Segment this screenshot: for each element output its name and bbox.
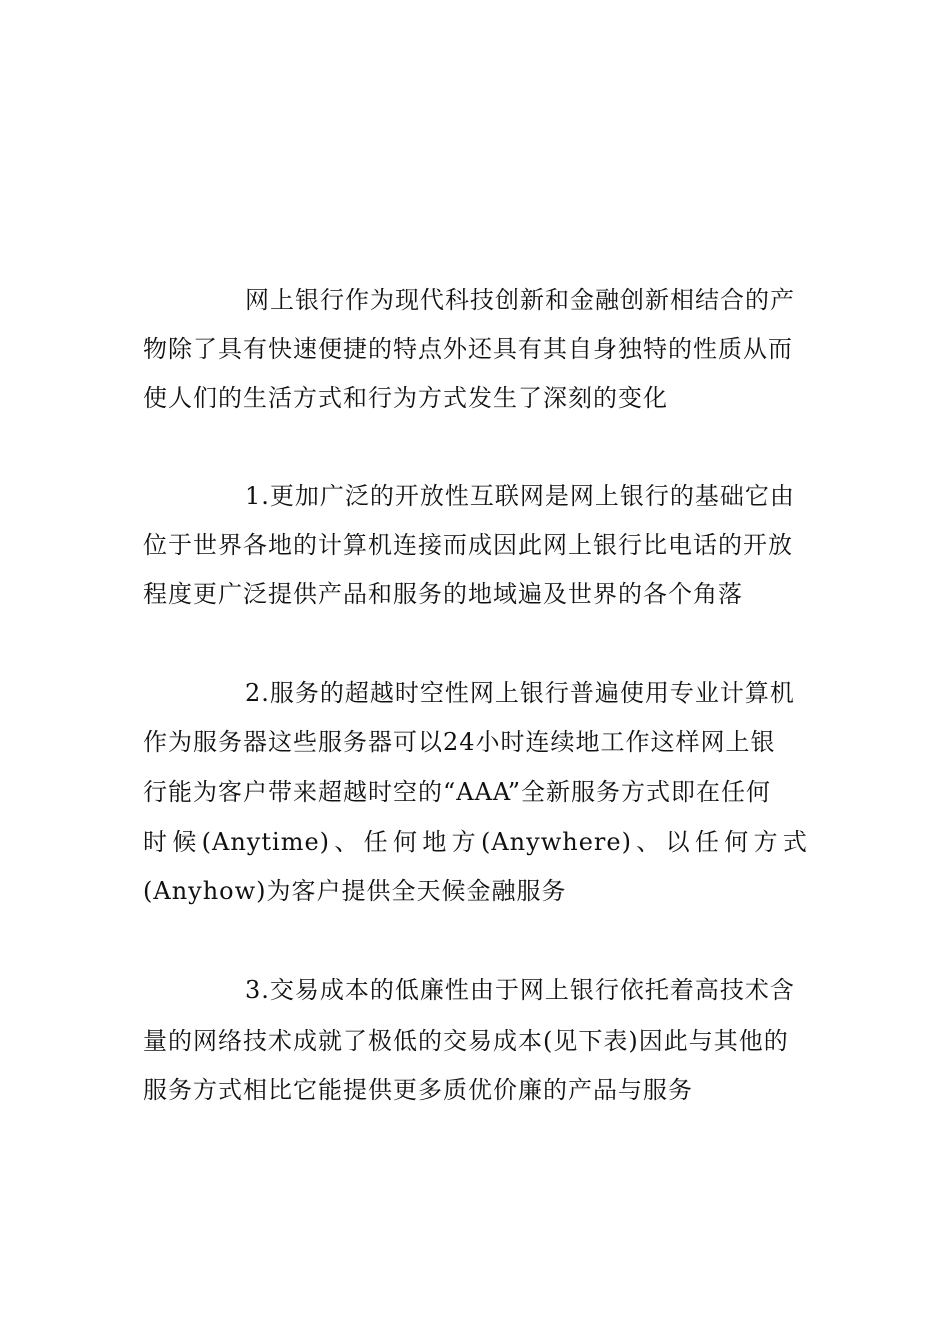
paragraph-3-line-4-token: (Anywhere) (480, 828, 632, 856)
paragraph-3-line-4-token: 任 (363, 828, 389, 856)
paragraph-1-line-3: 使人们的生活方式和行为方式发生了深刻的变化 (143, 384, 668, 412)
paragraph-4-line-1: 3.交易成本的低廉性由于网上银行依托着高技术含 (245, 976, 795, 1004)
paragraph-3-line-4-token: 、 (334, 828, 360, 856)
paragraph-3-line-2: 作为服务器这些服务器可以24小时连续地工作这样网上银 (143, 728, 776, 756)
paragraph-3-line-4-token: 地 (422, 828, 448, 856)
paragraph-1-line-1: 网上银行作为现代科技创新和金融创新相结合的产 (245, 286, 795, 314)
paragraph-3-line-4-token: 时 (143, 828, 168, 856)
paragraph-3-line-4-token: 候 (172, 828, 198, 856)
paragraph-2-line-1: 1.更加广泛的开放性互联网是网上银行的基础它由 (245, 482, 795, 510)
paragraph-3-line-3: 行能为客户带来超越时空的“AAA”全新服务方式即在任何 (143, 778, 772, 806)
paragraph-3-line-4-token: 任 (694, 828, 720, 856)
paragraph-2-line-2: 位于世界各地的计算机连接而成因此网上银行比电话的开放 (143, 531, 793, 559)
paragraph-3-line-4-token: 何 (724, 828, 750, 856)
paragraph-2-line-3: 程度更广泛提供产品和服务的地域遍及世界的各个角落 (143, 580, 743, 608)
paragraph-4-line-3: 服务方式相比它能提供更多质优价廉的产品与服务 (143, 1076, 693, 1104)
paragraph-4-line-2: 量的网络技术成就了极低的交易成本(见下表)因此与其他的 (143, 1027, 789, 1055)
paragraph-3-line-1: 2.服务的超越时空性网上银行普遍使用专业计算机 (245, 679, 795, 707)
paragraph-3-line-5: (Anyhow)为客户提供全天候金融服务 (143, 877, 567, 905)
paragraph-3-line-4 (143, 822, 808, 862)
paragraph-3-line-4-token: 何 (393, 828, 418, 856)
paragraph-1-line-2: 物除了具有快速便捷的特点外还具有其自身独特的性质从而 (143, 335, 793, 363)
paragraph-3-line-4-token: 、 (636, 828, 662, 856)
paragraph-3-line-4-token: 式 (782, 828, 808, 856)
paragraph-3-line-4-token: (Anytime) (201, 828, 331, 856)
paragraph-3-line-4-token: 方 (451, 828, 477, 856)
paragraph-3-line-4-token: 方 (753, 828, 779, 856)
paragraph-3-line-4-token: 以 (665, 828, 691, 856)
